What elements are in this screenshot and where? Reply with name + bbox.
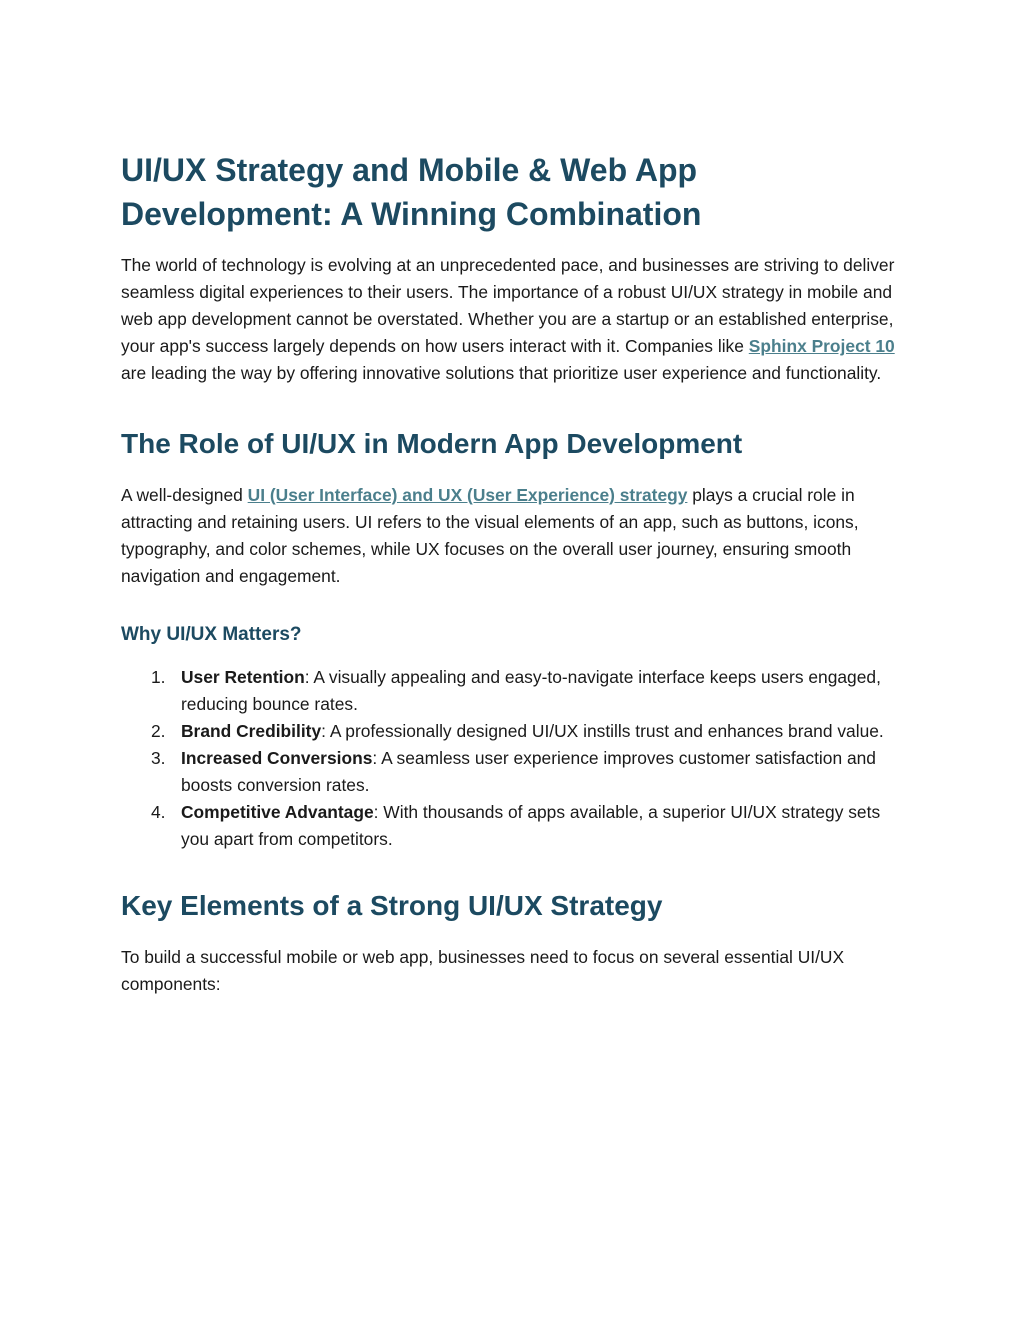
list-item-term: Competitive Advantage: [181, 802, 374, 822]
role-paragraph: [121, 482, 911, 590]
key-elements-heading: Key Elements of a Strong UI/UX Strategy: [121, 890, 663, 921]
list-item: [121, 664, 911, 718]
list-item-number: 4.: [151, 802, 166, 822]
list-item-number: 2.: [151, 721, 166, 741]
list-item: [121, 799, 911, 853]
intro-text-before-link: The world of technology is evolving at an unprecedented pace, and businesses are striving to deliver seamless digital experiences to their users. The importance of a robust UI/UX strategy in mobile and web app development cannot be overstated. Whether you are a startup or an established enterprise, your app's success largely depends on how users interact with it. Companies like: [121, 255, 895, 356]
document-page: [121, 148, 911, 998]
list-item-term: Brand Credibility: [181, 721, 322, 741]
list-item-text: : A visually appealing and easy-to-navigate interface keeps users engaged, reducing bounce rates.: [181, 667, 881, 714]
list-item-text: : With thousands of apps available, a superior UI/UX strategy sets you apart from competitors.: [181, 802, 881, 849]
why-list: [121, 664, 911, 853]
why-section-heading: Why UI/UX Matters?: [121, 624, 302, 645]
role-text-before-link: A well-designed: [121, 485, 248, 505]
list-item-text: : A professionally designed UI/UX instills trust and enhances brand value.: [321, 721, 884, 741]
uiux-strategy-link[interactable]: UI (User Interface) and UX (User Experience) strategy: [247, 485, 688, 505]
list-item: [121, 745, 911, 799]
document-title: UI/UX Strategy and Mobile & Web App Development: A Winning Combination: [121, 152, 702, 232]
list-item-number: 1.: [151, 667, 166, 687]
list-item-number: 3.: [151, 748, 166, 768]
list-item: [121, 718, 911, 745]
role-text-after-link: plays a crucial role in attracting and retaining users. UI refers to the visual elements of an app, such as buttons, icons, typography, and color schemes, while UX focuses on the overall user journey, ensuring smooth navigation and engagement.: [121, 485, 859, 586]
list-item-term: Increased Conversions: [181, 748, 373, 768]
list-item-term: User Retention: [181, 667, 305, 687]
sphinx-project-link[interactable]: Sphinx Project 10: [748, 336, 895, 356]
role-section-heading: The Role of UI/UX in Modern App Development: [121, 428, 743, 459]
key-elements-paragraph: To build a successful mobile or web app, businesses need to focus on several essential UI/UX components:: [121, 947, 845, 994]
intro-paragraph: [121, 252, 911, 387]
intro-text-after-link: are leading the way by offering innovative solutions that prioritize user experience and functionality.: [121, 363, 882, 383]
list-item-text: : A seamless user experience improves customer satisfaction and boosts conversion rates.: [181, 748, 876, 795]
